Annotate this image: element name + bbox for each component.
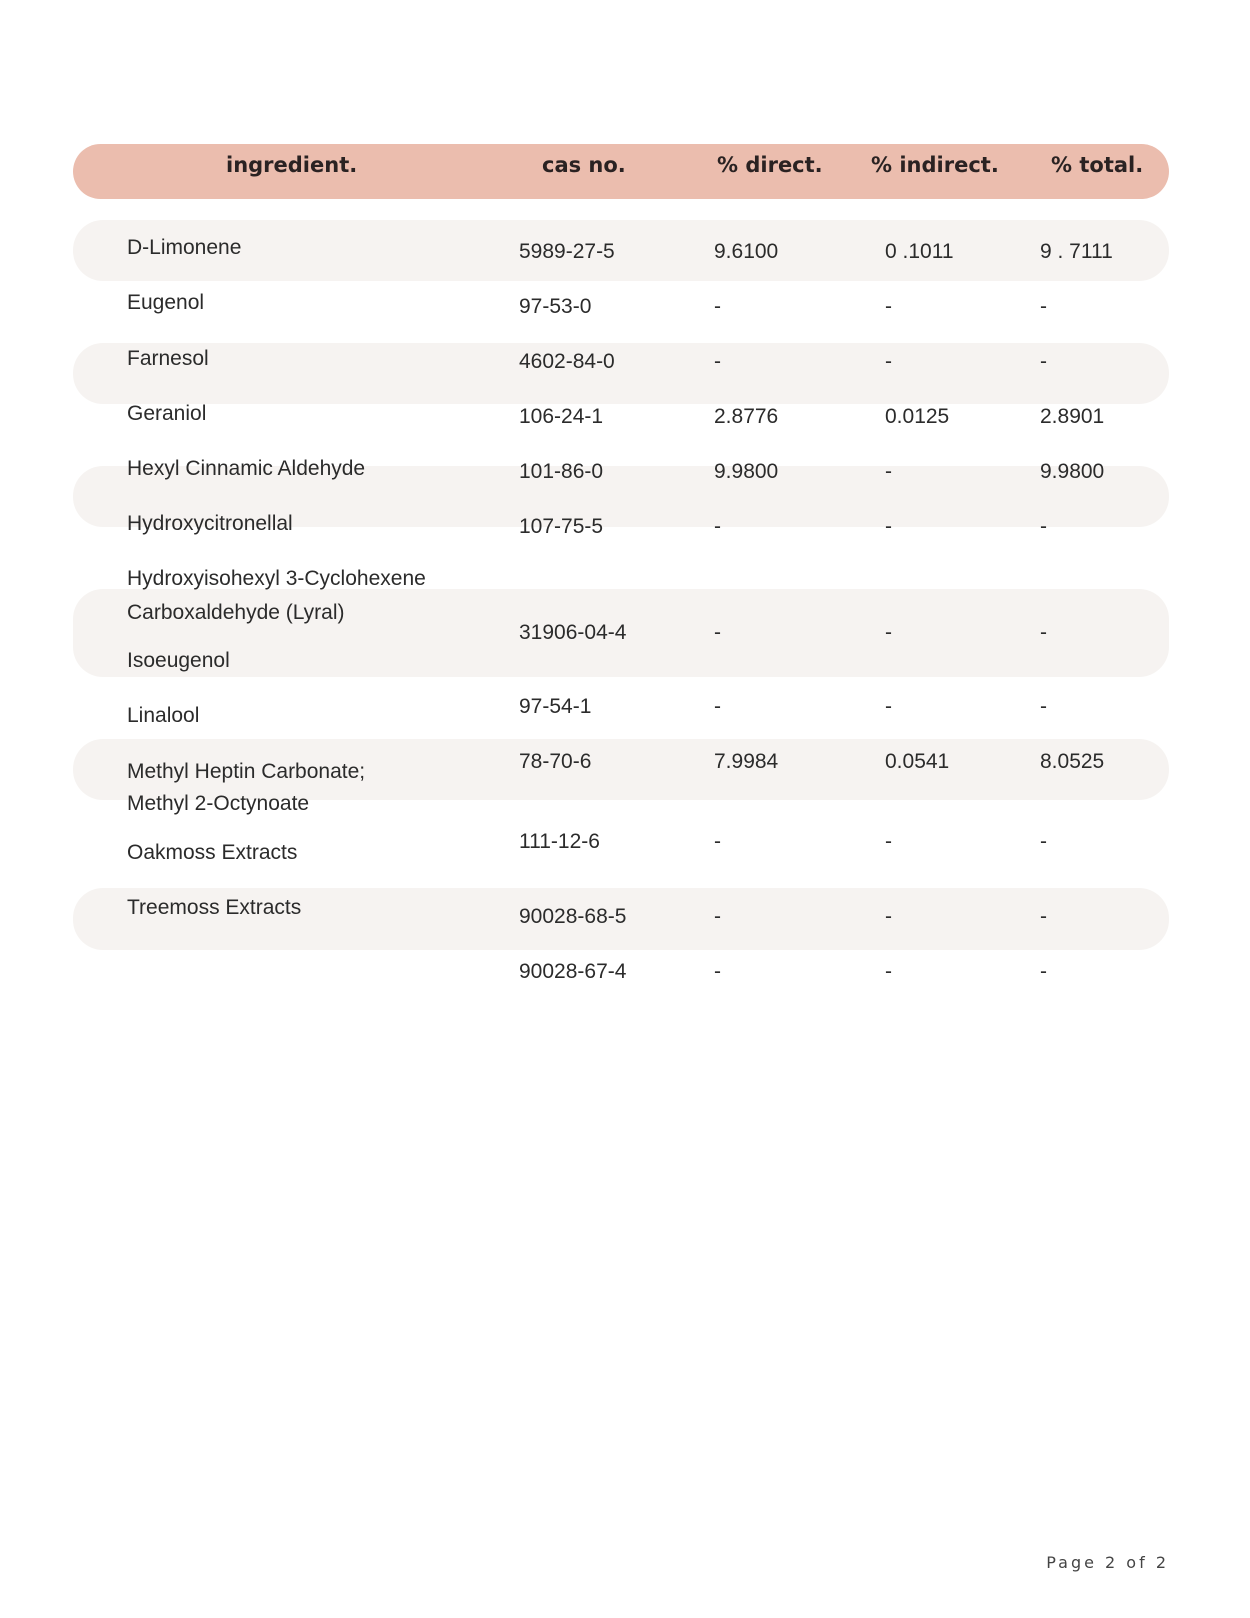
total-cell: - xyxy=(1040,621,1047,644)
direct-cell: - xyxy=(714,695,721,718)
indirect-cell: - xyxy=(885,695,892,718)
direct-cell: - xyxy=(714,830,721,853)
ingredient-cell: Methyl 2-Octynoate xyxy=(127,792,310,815)
indirect-cell: 0.0125 xyxy=(885,405,950,428)
cas-cell: 90028-67-4 xyxy=(519,960,627,983)
total-cell: - xyxy=(1040,905,1047,928)
cas-cell: 31906-04-4 xyxy=(519,621,627,644)
indirect-cell: 0.0541 xyxy=(885,750,950,773)
header-total: % total. xyxy=(1051,153,1144,177)
indirect-cell: - xyxy=(885,830,892,853)
direct-cell: - xyxy=(714,515,721,538)
direct-cell: 9.6100 xyxy=(714,240,779,263)
indirect-cell: - xyxy=(885,621,892,644)
total-cell: - xyxy=(1040,295,1047,318)
total-cell: - xyxy=(1040,350,1047,373)
header-ingredient: ingredient. xyxy=(226,153,358,177)
cas-cell: 4602-84-0 xyxy=(519,350,615,373)
total-cell: - xyxy=(1040,830,1047,853)
ingredient-cell: Methyl Heptin Carbonate; xyxy=(127,760,366,783)
total-cell: - xyxy=(1040,960,1047,983)
ingredient-cell: Treemoss Extracts xyxy=(127,896,302,919)
header-indirect: % indirect. xyxy=(871,153,999,177)
cas-cell: 78-70-6 xyxy=(519,750,592,773)
cas-cell: 97-54-1 xyxy=(519,695,592,718)
ingredient-cell: Carboxaldehyde (Lyral) xyxy=(127,601,345,624)
total-cell: 9.9800 xyxy=(1040,460,1105,483)
direct-cell: - xyxy=(714,295,721,318)
direct-cell: 9.9800 xyxy=(714,460,779,483)
direct-cell: - xyxy=(714,905,721,928)
total-cell: 9 . 7111 xyxy=(1040,240,1113,263)
ingredient-cell: Oakmoss Extracts xyxy=(127,841,298,864)
cas-cell: 111-12-6 xyxy=(519,830,600,853)
ingredient-cell: Hydroxyisohexyl 3-Cyclohexene xyxy=(127,567,426,590)
cas-cell: 90028-68-5 xyxy=(519,905,627,928)
cas-cell: 107-75-5 xyxy=(519,515,604,538)
cas-cell: 101-86-0 xyxy=(519,460,604,483)
direct-cell: - xyxy=(714,621,721,644)
total-cell: 8.0525 xyxy=(1040,750,1105,773)
indirect-cell: - xyxy=(885,350,892,373)
cas-cell: 97-53-0 xyxy=(519,295,592,318)
total-cell: - xyxy=(1040,695,1047,718)
row-band xyxy=(73,343,1169,404)
direct-cell: - xyxy=(714,960,721,983)
indirect-cell: - xyxy=(885,905,892,928)
ingredient-cell: Hydroxycitronellal xyxy=(127,512,293,535)
ingredient-cell: D-Limonene xyxy=(127,236,242,259)
total-cell: 2.8901 xyxy=(1040,405,1105,428)
indirect-cell: - xyxy=(885,960,892,983)
ingredient-cell: Farnesol xyxy=(127,347,209,370)
total-cell: - xyxy=(1040,515,1047,538)
ingredient-cell: Linalool xyxy=(127,704,200,727)
direct-cell: 7.9984 xyxy=(714,750,779,773)
indirect-cell: 0 .1011 xyxy=(885,240,954,263)
direct-cell: - xyxy=(714,350,721,373)
ingredient-cell: Isoeugenol xyxy=(127,649,230,672)
header-direct: % direct. xyxy=(717,153,823,177)
ingredient-cell: Eugenol xyxy=(127,291,205,314)
cas-cell: 106-24-1 xyxy=(519,405,604,428)
header-cas-no: cas no. xyxy=(542,153,626,177)
cas-cell: 5989-27-5 xyxy=(519,240,615,263)
indirect-cell: - xyxy=(885,515,892,538)
indirect-cell: - xyxy=(885,295,892,318)
ingredient-cell: Hexyl Cinnamic Aldehyde xyxy=(127,457,366,480)
indirect-cell: - xyxy=(885,460,892,483)
ingredient-cell: Geraniol xyxy=(127,402,207,425)
direct-cell: 2.8776 xyxy=(714,405,779,428)
page-number: Page 2 of 2 xyxy=(1046,1553,1169,1572)
